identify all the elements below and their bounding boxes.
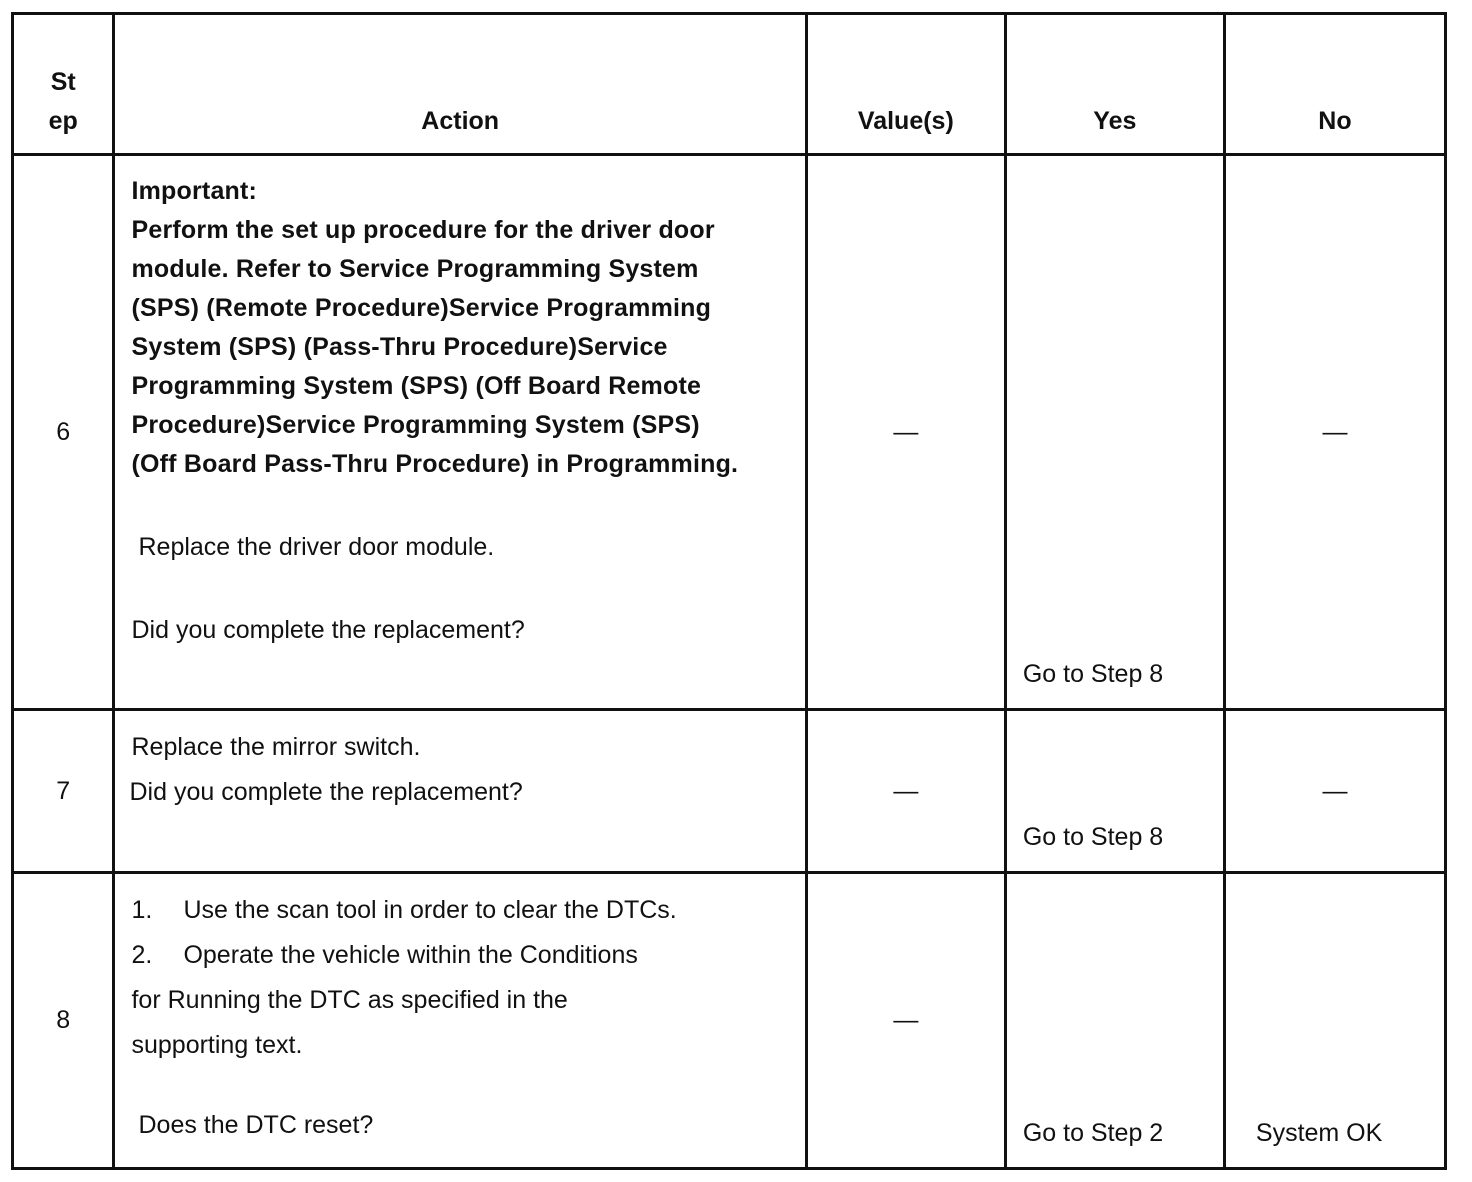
- list-text: Operate the vehicle within the Conditions: [183, 941, 638, 969]
- action-instruction: Replace the driver door module.: [138, 533, 495, 561]
- diagnostic-table: [11, 12, 1447, 1170]
- list-number: 2.: [131, 941, 153, 969]
- action-cell: [114, 710, 806, 873]
- yes-cell: Go to Step 2: [1005, 873, 1224, 1169]
- header-row: [13, 14, 1446, 155]
- header-action: Action: [114, 14, 806, 155]
- list-item: [131, 933, 788, 978]
- important-text: Perform the set up procedure for the driver door module. Refer to Service Programming System (SPS) (Remote Procedure)Service Programming System (SPS) (Pass-Thru Procedure)Service Programming System (SPS) (Off Board Remote Procedure)Service Programming System (SPS) (Off Board Pass-Thru Procedure) in Programming.: [131, 216, 739, 478]
- list-number: 1.: [131, 896, 153, 924]
- no-cell: —: [1224, 155, 1445, 710]
- values-cell: —: [806, 155, 1005, 710]
- header-no: No: [1224, 14, 1445, 155]
- header-step: St ep: [13, 14, 114, 155]
- action-cell: [114, 873, 806, 1169]
- action-cell: [114, 155, 806, 710]
- table-row: [13, 873, 1446, 1169]
- list-item: [131, 888, 788, 933]
- table-row: [13, 155, 1446, 710]
- list-text: Use the scan tool in order to clear the DTCs.: [183, 896, 677, 924]
- no-cell: System OK: [1224, 873, 1445, 1169]
- values-cell: —: [806, 873, 1005, 1169]
- action-list: [131, 888, 788, 978]
- action-question: Did you complete the replacement?: [129, 778, 523, 806]
- header-yes: Yes: [1005, 14, 1224, 155]
- action-instruction: Replace the mirror switch.: [131, 733, 421, 761]
- step-number: 7: [13, 710, 114, 873]
- action-question: Does the DTC reset?: [138, 1111, 374, 1139]
- step-number: 6: [13, 155, 114, 710]
- action-question: Did you complete the replacement?: [131, 616, 525, 644]
- values-cell: —: [806, 710, 1005, 873]
- header-values: Value(s): [806, 14, 1005, 155]
- table-row: [13, 710, 1446, 873]
- action-continuation: for Running the DTC as specified in the supporting text.: [131, 986, 568, 1059]
- important-label: Important:: [131, 177, 258, 205]
- step-number: 8: [13, 873, 114, 1169]
- yes-cell: Go to Step 8: [1005, 155, 1224, 710]
- no-cell: —: [1224, 710, 1445, 873]
- yes-cell: Go to Step 8: [1005, 710, 1224, 873]
